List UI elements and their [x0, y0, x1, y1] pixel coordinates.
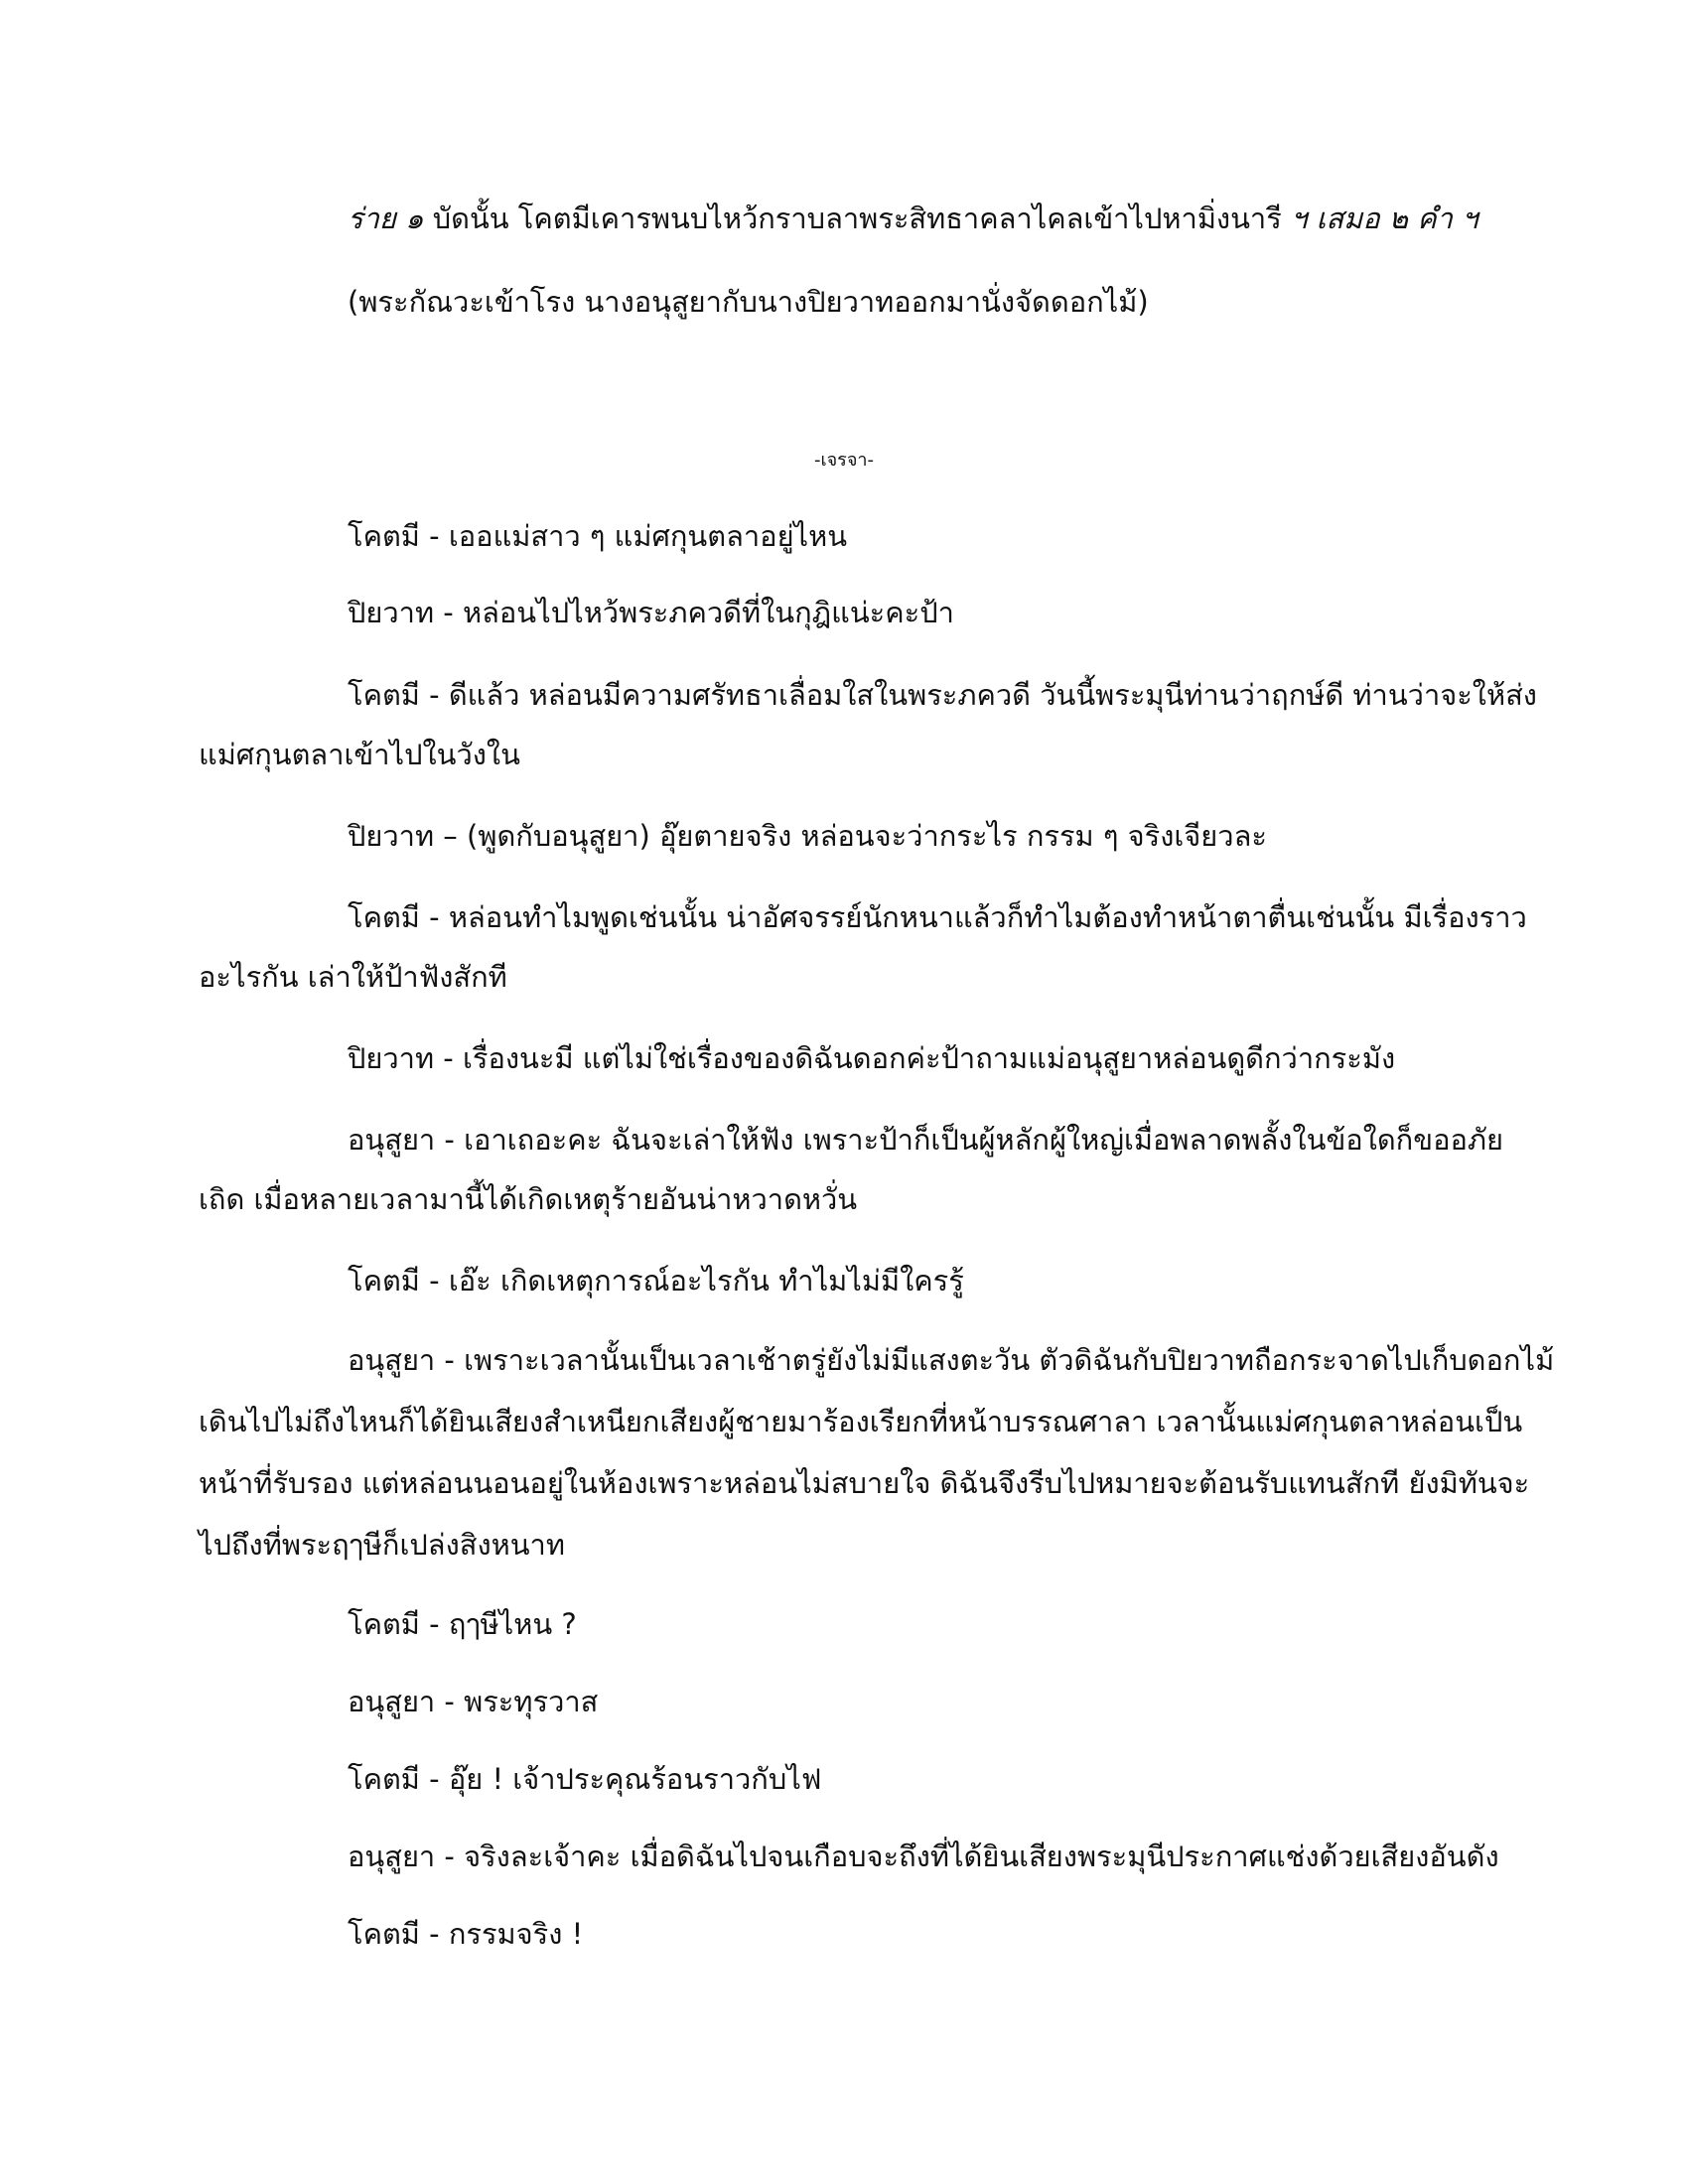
dialogue-line: อนุสูยา - เพราะเวลานั้นเป็นเวลาเช้าตรู่ยังไม่มีแสงตะวัน ตัวดิฉันกับปิยวาทถือกระจาดไปเก็บดอกไม้: [348, 1343, 1555, 1377]
dialogue-line: โคตมี - ฤๅษีไหน ?: [348, 1607, 577, 1641]
dialogue-line: โคตมี - กรรมจริง !: [348, 1917, 584, 1951]
dialogue-continuation: ไปถึงที่พระฤๅษีก็เปล่งสิงหนาท: [199, 1528, 565, 1562]
raai-text: บัดนั้น โคตมีเคารพนบไหว้กราบลาพระสิทธาคลาไคลเข้าไปหามิ่งนารี: [432, 202, 1282, 235]
dialogue-line: ปิยวาท - หล่อนไปไหว้พระภควดีที่ในกุฎิแน่ะคะป้า: [348, 596, 954, 629]
section-heading: -เจรจา-: [813, 450, 874, 471]
dialogue-continuation: เดินไปไม่ถึงไหนก็ได้ยินเสียงสำเหนียกเสียงผู้ชายมาร้องเรียกที่หน้าบรรณศาลา เวลานั้นแม่ศกุนตลาหล่อนเป็น: [199, 1405, 1523, 1438]
dialogue-line: อนุสูยา - จริงละเจ้าคะ เมื่อดิฉันไปจนเกือบจะถึงที่ได้ยินเสียงพระมุนีประกาศแช่งด้วยเสียงอันดัง: [348, 1840, 1499, 1873]
samoe-label: ฯ เสมอ ๒ คำ ฯ: [1291, 202, 1478, 235]
dialogue-line: อนุสูยา - พระทุรวาส: [348, 1685, 599, 1718]
dialogue-line: ปิยวาท - เรื่องนะมี แต่ไม่ใช่เรื่องของดิฉันดอกค่ะป้าถามแม่อนุสูยาหล่อนดูดีกว่ากระมัง: [348, 1041, 1396, 1075]
dialogue-line: โคตมี - อุ๊ย ! เจ้าประคุณร้อนราวกับไฟ: [348, 1762, 822, 1796]
dialogue-line: โคตมี - ดีแล้ว หล่อนมีความศรัทธาเลื่อมใสในพระภควดี วันนี้พระมุนีท่านว่าฤกษ์ดี ท่านว่าจะให้ส่ง: [348, 678, 1537, 712]
dialogue-line: อนุสูยา - เอาเถอะคะ ฉันจะเล่าให้ฟัง เพราะป้าก็เป็นผู้หลักผู้ใหญ่เมื่อพลาดพลั้งในข้อใดก็ขออภัย: [348, 1123, 1504, 1157]
dialogue-continuation: แม่ศกุนตลาเข้าไปในวังใน: [199, 738, 520, 771]
raai-line: [348, 199, 1489, 238]
stage-direction: (พระกัณวะเข้าโรง นางอนุสูยากับนางปิยวาทออกมานั่งจัดดอกไม้): [348, 285, 1149, 319]
dialogue-line: ปิยวาท – (พูดกับอนุสูยา) อุ๊ยตายจริง หล่อนจะว่ากระไร กรรม ๆ จริงเจียวละ: [348, 819, 1267, 853]
dialogue-continuation: เถิด เมื่อหลายเวลามานี้ได้เกิดเหตุร้ายอันน่าหวาดหวั่น: [199, 1182, 858, 1216]
dialogue-continuation: หน้าที่รับรอง แต่หล่อนนอนอยู่ในห้องเพราะหล่อนไม่สบายใจ ดิฉันจึงรีบไปหมายจะต้อนรับแทนสักที ยังมิทันจะ: [199, 1466, 1530, 1500]
dialogue-line: โคตมี - หล่อนทำไมพูดเช่นนั้น น่าอัศจรรย์นักหนาแล้วก็ทำไมต้องทำหน้าตาตื่นเช่นนั้น มีเรื่องราว: [348, 900, 1527, 934]
dialogue-line: โคตมี - เออแม่สาว ๆ แม่ศกุนตลาอยู่ไหน: [348, 519, 848, 553]
dialogue-continuation: อะไรกัน เล่าให้ป้าฟังสักที: [199, 960, 507, 994]
raai-label: ร่าย ๑: [348, 202, 424, 235]
dialogue-line: โคตมี - เอ๊ะ เกิดเหตุการณ์อะไรกัน ทำไมไม่มีใครรู้: [348, 1264, 964, 1297]
